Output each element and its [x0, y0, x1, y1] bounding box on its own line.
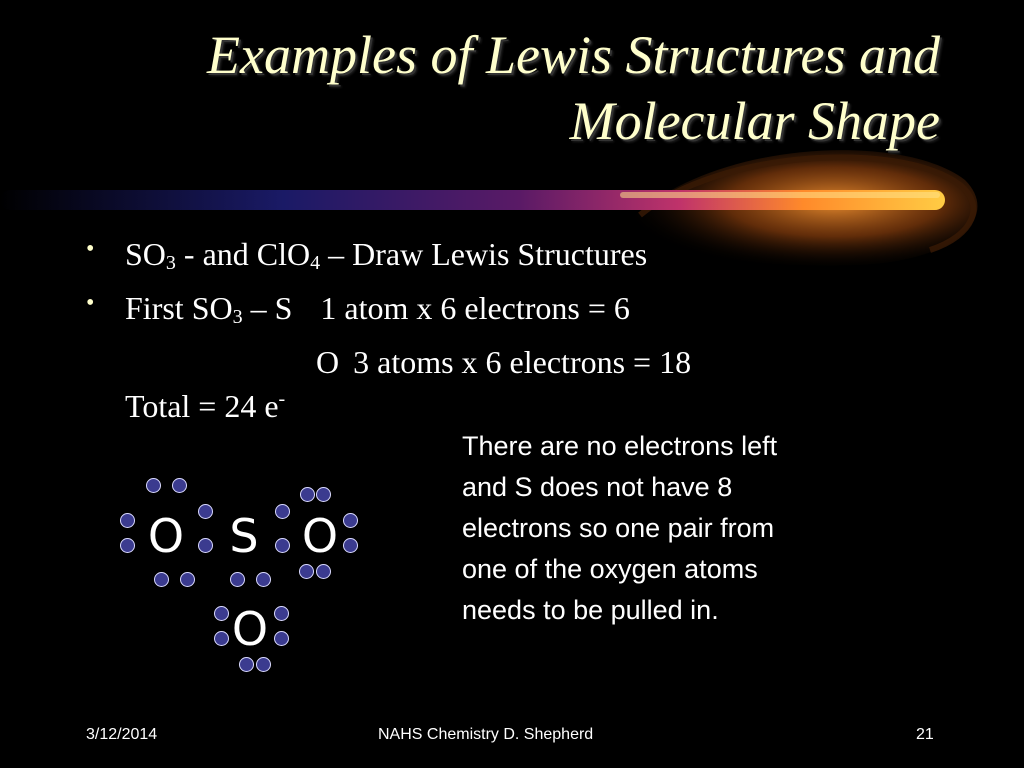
electron-dot — [120, 513, 135, 528]
electron-dot — [198, 504, 213, 519]
atom-oxygen-bottom: O — [231, 602, 269, 656]
electron-dot — [299, 564, 314, 579]
electron-dot — [343, 538, 358, 553]
electron-dot — [214, 631, 229, 646]
electron-dot — [172, 478, 187, 493]
bullet-marker: • — [86, 290, 95, 316]
title-line-1: Examples of Lewis Structures and — [207, 25, 940, 85]
atom-oxygen-right: O — [301, 509, 339, 563]
title-line-2: Molecular Shape — [569, 91, 940, 151]
electron-dot — [343, 513, 358, 528]
electron-dot — [198, 538, 213, 553]
electron-dot — [274, 606, 289, 621]
electron-dot — [146, 478, 161, 493]
footer-author: NAHS Chemistry D. Shepherd — [378, 726, 594, 743]
slide-title — [60, 22, 940, 154]
electron-dot — [214, 606, 229, 621]
explanation-note: There are no electrons left and S does not have 8 electrons so one pair from one of the oxygen atoms needs to be pulled in. — [462, 431, 778, 625]
atom-sulfur: S — [229, 509, 259, 563]
electron-dot — [230, 572, 245, 587]
electron-dot — [120, 538, 135, 553]
electron-dot — [316, 487, 331, 502]
electron-dot — [239, 657, 254, 672]
electron-dot — [275, 538, 290, 553]
electron-dot — [275, 504, 290, 519]
electron-dot — [180, 572, 195, 587]
electron-dot — [256, 657, 271, 672]
electron-dot — [316, 564, 331, 579]
footer-page-number: 21 — [916, 726, 934, 743]
slide: Examples of Lewis Structures and Molecular Shape • $SO_3$ - and ClO$_4$ – Draw Lewis Structures • First $SO_3$ – S 1 atom x 6 electrons = 6 O 3 atoms x 6 electrons = 18 Total = 24 e- There are no electrons left and S does not have 8 electrons so one pair from one of the oxygen atoms needs to be pulled in. O S O O 3/12/2014 NAHS Chemistry D. Shepherd 21 — [0, 0, 1024, 768]
atom-oxygen-left: O — [147, 509, 185, 563]
electron-dot — [154, 572, 169, 587]
footer-date: 3/12/2014 — [86, 726, 158, 743]
bullet-marker: • — [86, 236, 95, 262]
electron-dot — [256, 572, 271, 587]
electron-dot — [300, 487, 315, 502]
electron-dot — [274, 631, 289, 646]
